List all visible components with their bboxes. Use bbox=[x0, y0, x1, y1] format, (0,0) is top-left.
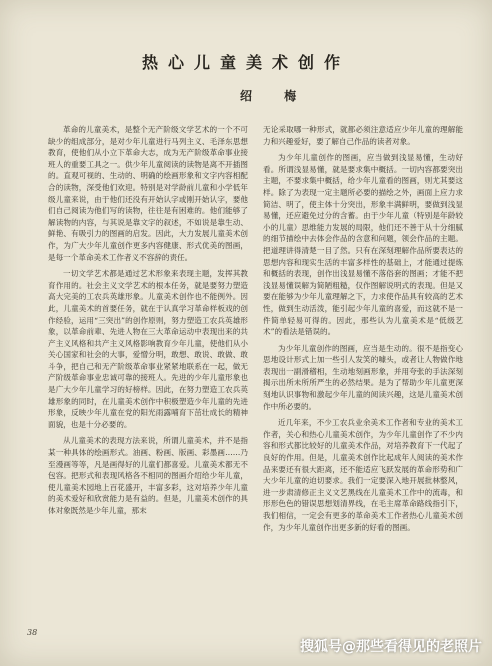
sohu-watermark bbox=[300, 636, 482, 656]
watermark-text: 搜狐号@那些看得见的老照片 bbox=[300, 639, 482, 655]
paragraph: 为少年儿童创作的图画，应当做到浅显易懂，生动好看。所谓浅显易懂，就是要求集中概括。一切内容都要突出主题，不要求集中概括，给少年儿童看的图画，则尤其要这样。除了为表现一定主题所必要的描绘之外，画面上应力求简洁、明了，使主体十分突出，形象丰满鲜明，要做到浅显易懂，还应避免过分的含蓄。由于少年儿童（特别是年龄较小的儿童）思维能力发展的局限，他们还不善于从十分细腻的细节描绘中去体会作品的含意和问题，领会作品的主题。把道理讲得清楚一目了然。只有在深刻理解作品所要表达的思想内容和现实生活的丰富多样性的基础上，才能通过提炼和概括的表现，创作出浅显易懂不落俗套的图画；才能不把浅显易懂误解为简陋粗糙，仅作图解说明式的表现。但是又要在能够为少年儿童理解之下，力求使作品具有较高的艺术性，做到生动活泼，能引起少年儿童的喜爱，而这就不是一件简单轻易可得的。因此，那些认为儿童美术是“低级艺术”的看法是错误的。 bbox=[263, 153, 463, 337]
paragraph: 近几年来，不少工农兵业余美术工作者和专业的美术工作者，关心和热心儿童美术创作，为少年儿童创作了不少内容和形式都比较好的儿童美术作品，对培养教育下一代起了良好的作用。但是，儿童美术创作比起成年人阅读的美术作品来要还有很大距离，还不能适应飞跃发展的革命形势和广大少年儿童的迫切要求。我们一定要深入地开展批林整风，进一步肃清修正主义文艺黑线在儿童美术工作中的流毒，和形形色色的错误思想划清界线，在毛主席革命路线指引下，我们相信，一定会有更多的革命美术工作者热心儿童美术创作，为少年儿童创作出更多新的好看的图画。 bbox=[263, 418, 463, 532]
paragraph: 无论采取哪一种形式，就都必须注意适应少年儿童的理解能力和兴趣爱好，要了解自己作品的读者对象。 bbox=[263, 125, 463, 146]
paragraph: 革命的儿童美术，是整个无产阶级文学艺术的一个不可缺少的组成部分，是对少年儿童进行马列主义、毛泽东思想教育，使他们从小立下革命大志，成为无产阶级革命事业接班人的重要工具之一。供少年儿童阅读的读物是离不开插图的。直观可视的、生动的、明确的绘画形象和文字内容相配合的读物，深受他们欢迎。特别是对学龄前儿童和小学低年级儿童来说，由于他们还没有开始认字或刚开始认字，要他们自己阅读为他们写的读物，往往是有困难的。他们能够了解读物的内容，与其说是靠文字的叙述，不如说是靠生动、鲜艳、有吸引力的图画的启发。因此，大力发展儿童美术创作，为广大少年儿童创作更多内容健康、形式优美的图画，是每一个革命美术工作者义不容辞的责任。 bbox=[48, 125, 248, 262]
paragraph: 为少年儿童创作的图画，应当是生动的。很不是指变心思地设计形式上加一些引人发笑的噱头，或者让人物做作地表现出一副滑稽相，生动地刻画形象，并用夸张的手法深刻揭示出所未所所严生的必然结果。是为了帮助少年儿童更深刻地认识事物和激起少年儿童的阅读兴趣，这是儿童美术创作中所必要的。 bbox=[263, 343, 463, 411]
right-text-column bbox=[263, 124, 463, 538]
page-number: 38 bbox=[27, 628, 38, 637]
article-title: 热心儿童美术创作 bbox=[141, 53, 350, 72]
paragraph: 一切文学艺术都是通过艺术形象来表现主题，发挥其教育作用的。社会主义文学艺术的根本任务，就是要努力塑造高大完美的工农兵英雄形象。儿童美术创作也不能例外。因此，儿童美术的首要任务，就在于认真学习革命样板戏的创作经验，运用“三突出”的创作原则，努力塑造工农兵英雄形象，以革命前辈、先进人物在三大革命运动中表现出来的共产主义风格和共产主义风格影响教育少年儿童，使他们从小关心国家和社会的大事，爱憎分明，敢想、敢说、敢做、敢斗争，把自己和无产阶级革命事业紧紧地联系在一起，做无产阶级革命事业忠诚可靠的接班人。先进的少年儿童形象也是广大少年儿童学习的好榜样。因此，在努力塑造工农兵英雄形象的同时，在儿童美术创作中积极塑造少年儿童的先进形象，反映少年儿童在党的阳光雨露哺育下茁壮成长的精神面貌，也是十分必要的。 bbox=[48, 269, 248, 429]
paragraph: 从儿童美术的表现方法来说，所谓儿童美术，并不是指某一种具体的绘画形式。油画、粉画、版画、彩墨画……乃至漫画等等，凡是画得好的儿童们都喜爱。儿童美术都无不包容。把形式和表现风格各不相同的图画介绍给少年儿童，使儿童美术园地上百花盛开，丰富多彩，这对培养少年儿童的美术爱好和欣赏能力是有益的。但是，儿童美术创作的具体对象既然是少年儿童，那末 bbox=[48, 436, 248, 515]
left-text-column bbox=[48, 124, 248, 522]
article-author: 绍 梅 bbox=[240, 89, 311, 103]
